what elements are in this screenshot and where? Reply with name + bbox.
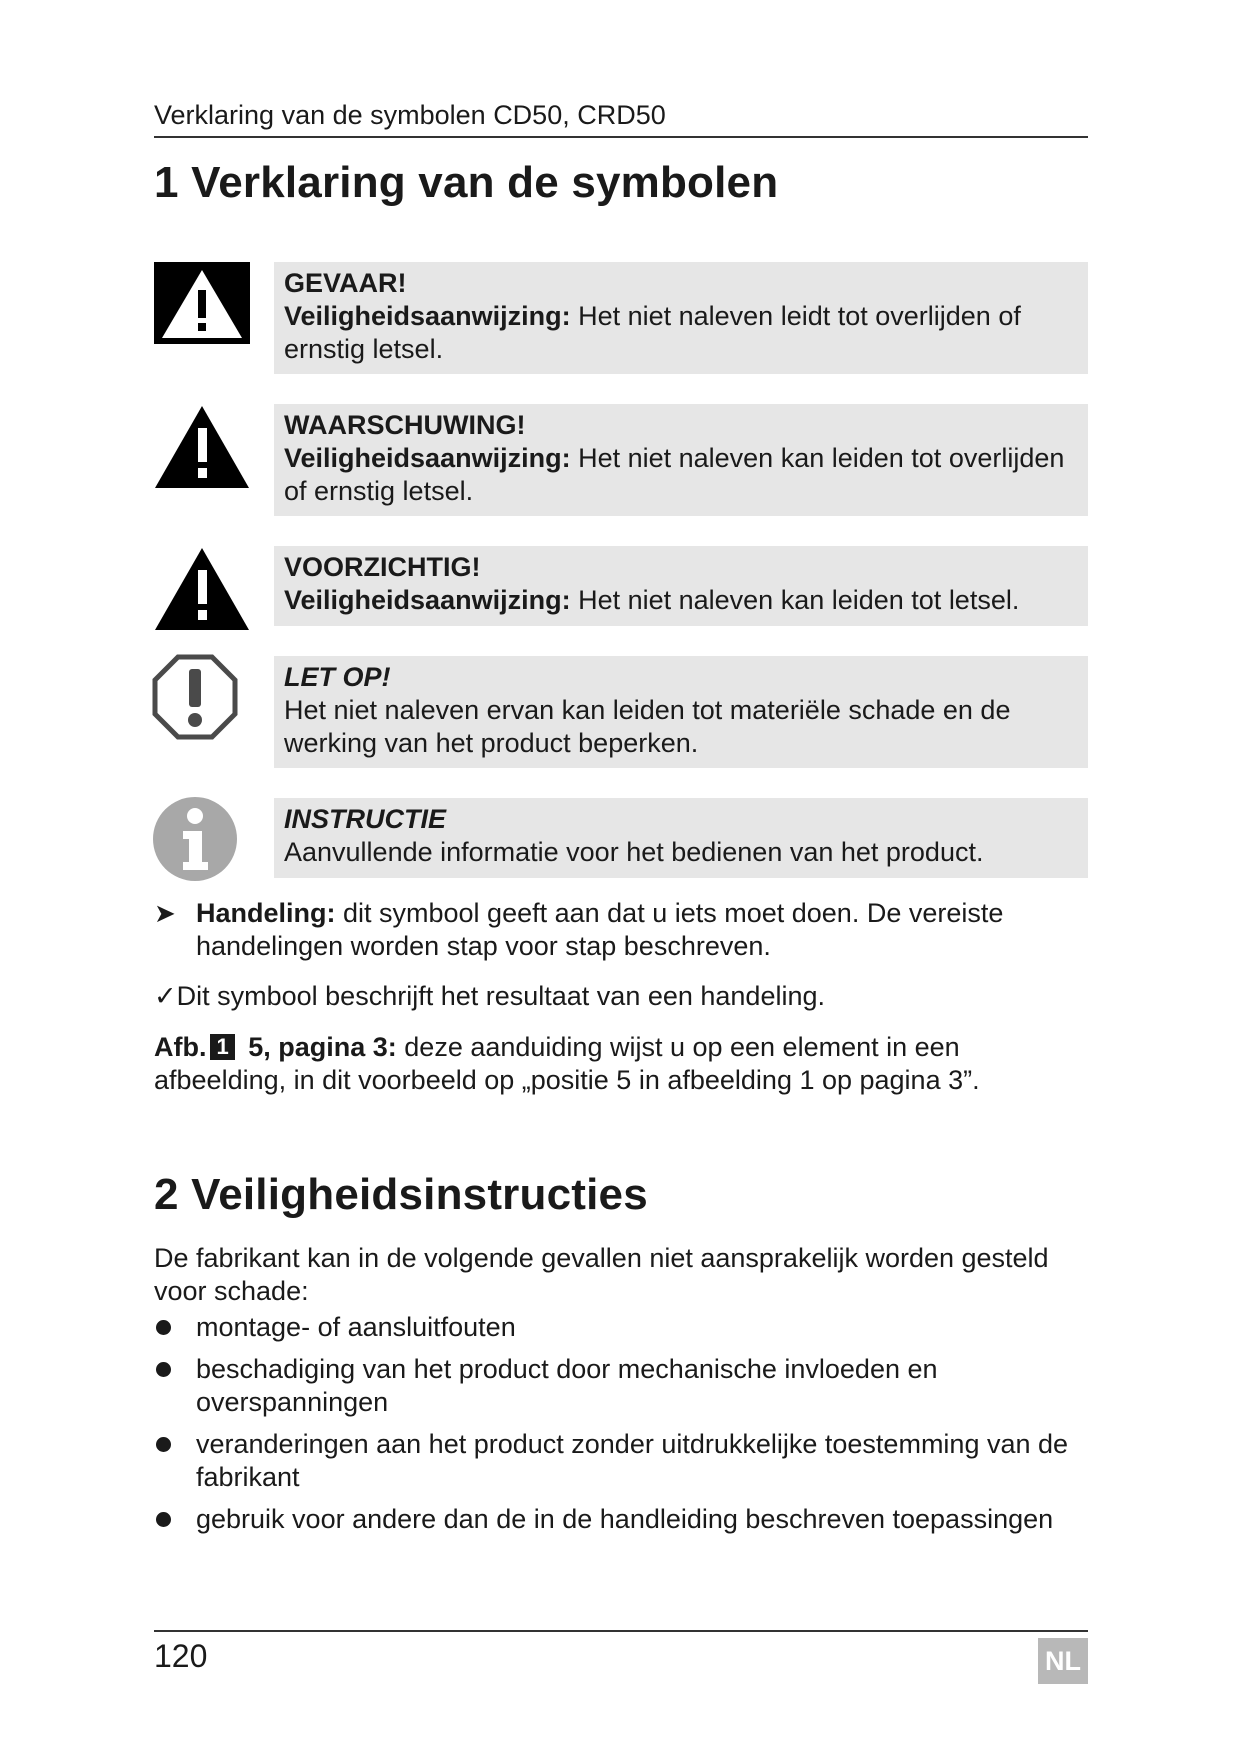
arrow-right-icon: ➤ [154, 898, 176, 928]
notice-octagon-icon [152, 654, 238, 740]
afb-label: Afb. [154, 1032, 207, 1062]
notice-attention [274, 656, 1088, 768]
caution-triangle-icon [154, 546, 250, 632]
list-item: gebruik voor andere dan de in de handleiding beschreven toepassingen [154, 1503, 1094, 1536]
notice-heading: WAARSCHUWING! [284, 410, 526, 440]
notice-heading: INSTRUCTIE [284, 804, 446, 834]
notice-heading: LET OP! [284, 662, 391, 692]
notice-heading: GEVAAR! [284, 268, 407, 298]
handling-label: Handeling: [196, 898, 336, 928]
footer-divider [154, 1630, 1088, 1632]
handling-paragraph [154, 897, 1094, 963]
notice-label: Veiligheidsaanwijzing: [284, 585, 571, 615]
info-icon [152, 796, 238, 882]
bullet-icon [156, 1437, 171, 1452]
notice-caution [274, 546, 1088, 626]
page-number: 120 [154, 1638, 208, 1674]
running-header: Verklaring van de symbolen CD50, CRD50 [154, 100, 1088, 138]
bullet-icon [156, 1512, 171, 1527]
notice-text: Aanvullende informatie voor het bedienen van het product. [284, 837, 984, 867]
handling-text: dit symbool geeft aan dat u iets moet doen. De vereiste handelingen worden stap voor stap beschreven. [196, 898, 1004, 961]
figure-ref-text: deze aanduiding wijst u op een element in een afbeelding, in dit voorbeeld op „positie 5 in afbeelding 1 op pagina 3”. [154, 1032, 980, 1095]
figure-number-badge: 1 [210, 1034, 234, 1060]
list-item: beschadiging van het product door mechanische invloeden en overspanningen [154, 1353, 1054, 1419]
language-badge: NL [1038, 1638, 1088, 1684]
notice-text: Het niet naleven leidt tot overlijden of ernstig letsel. [284, 301, 1021, 364]
list-item: veranderingen aan het product zonder uitdrukkelijke toestemming van de fabrikant [154, 1428, 1084, 1494]
result-paragraph: ✓Dit symbool beschrijft het resultaat van een handeling. [154, 981, 825, 1011]
bullet-icon [156, 1362, 171, 1377]
notice-label: Veiligheidsaanwijzing: [284, 301, 571, 331]
figure-reference-paragraph [154, 1031, 1090, 1097]
section-2-title: 2 Veiligheidsinstructies [154, 1170, 648, 1219]
list-item: montage- of aansluitfouten [154, 1311, 1094, 1344]
notice-heading: VOORZICHTIG! [284, 552, 481, 582]
notice-text: Het niet naleven kan leiden tot overlijden of ernstig letsel. [284, 443, 1065, 506]
notice-warning [274, 404, 1088, 516]
notice-instruction [274, 798, 1088, 878]
notice-text: Het niet naleven ervan kan leiden tot materiële schade en de werking van het product beperken. [284, 695, 1011, 758]
bullet-icon [156, 1320, 171, 1335]
notice-text: Het niet naleven kan leiden tot letsel. [570, 585, 1020, 615]
section-1-title: 1 Verklaring van de symbolen [154, 158, 779, 207]
section-2-intro: De fabrikant kan in de volgende gevallen niet aansprakelijk worden gesteld voor schade: [154, 1243, 1049, 1306]
danger-warning-icon [154, 262, 250, 344]
notice-label: Veiligheidsaanwijzing: [284, 443, 571, 473]
warning-triangle-icon [154, 404, 250, 490]
notice-danger [274, 262, 1088, 374]
figure-ref-label: 5, pagina 3: [240, 1032, 397, 1062]
